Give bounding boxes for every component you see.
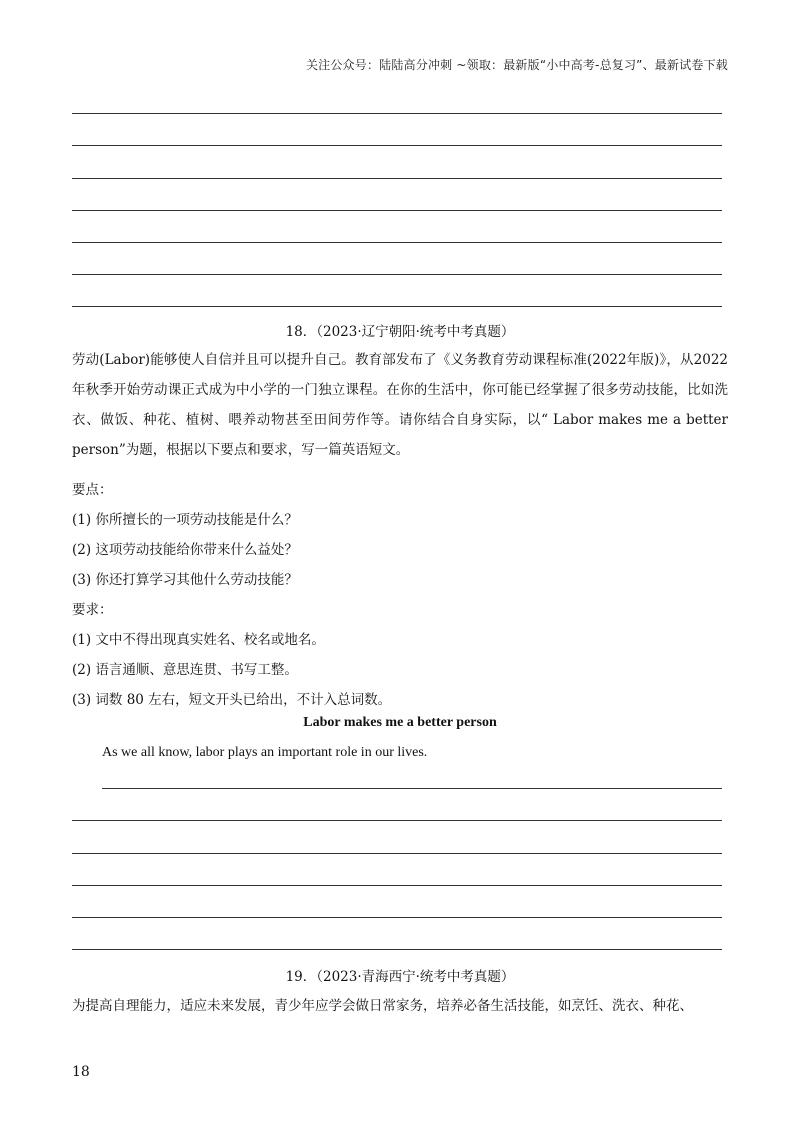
answer-line (72, 113, 722, 114)
point-item: (2) 这项劳动技能给你带来什么益处？ (72, 542, 298, 558)
question-18-prompt: 劳动(Labor)能够使人自信并且可以提升自己。教育部发布了《义务教育劳动课程标准(2022年版)》，从2022年秋季开始劳动课正式成为中小学的一门独立课程。在你的生活中，你可能已经掌握了很多劳动技能，比如洗衣、做饭、种花、植树、喂养动物甚至田间劳作等。请你结合自身实际，以“ Labor makes me a better person”为题，根据以下要点和要求，写一篇英语短文。 (72, 352, 728, 458)
answer-line (72, 210, 722, 211)
answer-line (72, 306, 722, 307)
requirement-item: (2) 语言通顺、意思连贯、书写工整。 (72, 662, 298, 678)
requirements-heading: 要求： (72, 602, 113, 618)
answer-line (72, 242, 722, 243)
writing-line (72, 917, 722, 918)
answer-line (72, 274, 722, 275)
writing-line (102, 788, 722, 789)
writing-line (72, 885, 722, 886)
answer-line (72, 145, 722, 146)
points-heading: 要点： (72, 482, 113, 498)
point-item: (3) 你还打算学习其他什么劳动技能？ (72, 572, 298, 588)
essay-opening-sentence: As we all know, labor plays an important role in our lives. (102, 745, 428, 760)
page-header: 关注公众号：陆陆高分冲刺 ~领取：最新版“小中高考-总复习”、最新试卷下载 (305, 58, 728, 72)
answer-line (72, 178, 722, 179)
essay-title: Labor makes me a better person (303, 715, 497, 730)
writing-line (72, 820, 722, 821)
writing-line (72, 853, 722, 854)
page-number: 18 (72, 1064, 90, 1080)
writing-line (72, 949, 722, 950)
requirement-item: (1) 文中不得出现真实姓名、校名或地名。 (72, 632, 325, 648)
point-item: (1) 你所擅长的一项劳动技能是什么？ (72, 512, 298, 528)
question-18-title: 18．（2023·辽宁朝阳·统考中考真题） (285, 324, 515, 340)
question-19-title: 19．（2023·青海西宁·统考中考真题） (285, 969, 515, 985)
requirement-item: (3) 词数 80 左右，短文开头已给出，不计入总词数。 (72, 692, 392, 708)
question-19-prompt: 为提高自理能力，适应未来发展，青少年应学会做日常家务，培养必备生活技能，如烹饪、洗衣、种花、 (72, 998, 693, 1014)
